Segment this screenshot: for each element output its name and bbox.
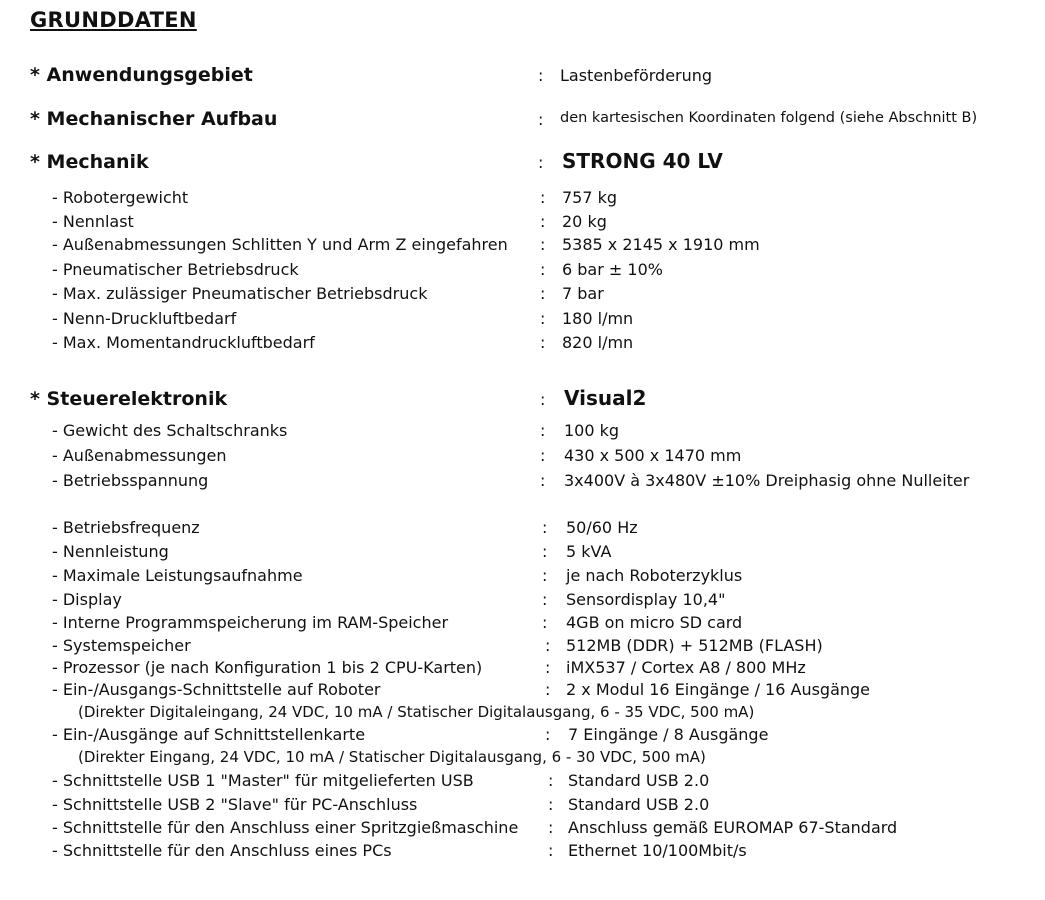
spec-colon: : bbox=[540, 284, 546, 303]
spec-value: 180 l/mn bbox=[562, 309, 634, 328]
spec-label: - Schnittstelle für den Anschluss einer Spritzgießmaschine bbox=[52, 818, 519, 837]
spec-value: 6 bar ± 10% bbox=[562, 260, 663, 279]
spec-label: - Schnittstelle USB 1 "Master" für mitgelieferten USB bbox=[52, 771, 474, 790]
spec-value: Standard USB 2.0 bbox=[568, 771, 710, 790]
spec-value: 430 x 500 x 1470 mm bbox=[564, 446, 742, 465]
spec-label: - Ein-/Ausgänge auf Schnittstellenkarte bbox=[52, 725, 366, 744]
spec-label: * Anwendungsgebiet bbox=[30, 64, 253, 86]
spec-label: - Betriebsspannung bbox=[52, 471, 209, 490]
spec-row bbox=[0, 66, 1045, 88]
spec-colon: : bbox=[540, 446, 546, 465]
spec-label: * Mechanischer Aufbau bbox=[30, 108, 278, 130]
spec-value: 7 bar bbox=[562, 284, 604, 303]
spec-colon: : bbox=[540, 390, 546, 409]
spec-value: iMX537 / Cortex A8 / 800 MHz bbox=[566, 658, 806, 677]
page-title: GRUNDDATEN bbox=[30, 8, 197, 32]
spec-row bbox=[0, 658, 1045, 680]
spec-row bbox=[0, 590, 1045, 612]
spec-colon: : bbox=[545, 725, 551, 744]
spec-row bbox=[0, 518, 1045, 540]
spec-value: 4GB on micro SD card bbox=[566, 613, 743, 632]
spec-row bbox=[0, 188, 1045, 210]
spec-row bbox=[0, 771, 1045, 793]
spec-row bbox=[0, 446, 1045, 468]
spec-value: 2 x Modul 16 Eingänge / 16 Ausgänge bbox=[566, 680, 871, 699]
spec-row bbox=[0, 748, 1045, 770]
spec-label: - Außenabmessungen Schlitten Y und Arm Z eingefahren bbox=[52, 235, 508, 254]
spec-colon: : bbox=[540, 333, 546, 352]
spec-row bbox=[0, 680, 1045, 702]
spec-value: Sensordisplay 10,4" bbox=[566, 590, 726, 609]
spec-label: - Außenabmessungen bbox=[52, 446, 227, 465]
spec-row bbox=[0, 636, 1045, 658]
spec-value: 20 kg bbox=[562, 212, 607, 231]
spec-colon: : bbox=[540, 235, 546, 254]
spec-row bbox=[0, 212, 1045, 234]
spec-label: - Gewicht des Schaltschranks bbox=[52, 421, 288, 440]
spec-label: - Max. zulässiger Pneumatischer Betriebsdruck bbox=[52, 284, 428, 303]
spec-value: 820 l/mn bbox=[562, 333, 634, 352]
spec-value: 3x400V à 3x480V ±10% Dreiphasig ohne Nulleiter bbox=[564, 471, 970, 490]
spec-label: * Steuerelektronik bbox=[30, 388, 228, 410]
spec-row bbox=[0, 235, 1045, 257]
spec-colon: : bbox=[542, 542, 548, 561]
spec-value: Anschluss gemäß EUROMAP 67-Standard bbox=[568, 818, 898, 837]
spec-row bbox=[0, 795, 1045, 817]
spec-colon: : bbox=[545, 636, 551, 655]
spec-value: 7 Eingänge / 8 Ausgänge bbox=[568, 725, 769, 744]
spec-row bbox=[0, 421, 1045, 443]
spec-row bbox=[0, 386, 1045, 412]
spec-colon: : bbox=[540, 212, 546, 231]
spec-row bbox=[0, 566, 1045, 588]
spec-label: - Nenn-Druckluftbedarf bbox=[52, 309, 237, 328]
spec-label: - Ein-/Ausgangs-Schnittstelle auf Roboter bbox=[52, 680, 381, 699]
spec-label: - Schnittstelle für den Anschluss eines PCs bbox=[52, 841, 392, 860]
spec-label: - Pneumatischer Betriebsdruck bbox=[52, 260, 299, 279]
spec-label: - Prozessor (je nach Konfiguration 1 bis 2 CPU-Karten) bbox=[52, 658, 483, 677]
spec-label: - Max. Momentandruckluftbedarf bbox=[52, 333, 315, 352]
spec-value: den kartesischen Koordinaten folgend (siehe Abschnitt B) bbox=[560, 110, 978, 126]
spec-row bbox=[0, 260, 1045, 282]
spec-row bbox=[0, 110, 1045, 132]
spec-colon: : bbox=[548, 771, 554, 790]
spec-label: - Maximale Leistungsaufnahme bbox=[52, 566, 303, 585]
spec-row bbox=[0, 333, 1045, 355]
spec-value: 512MB (DDR) + 512MB (FLASH) bbox=[566, 636, 823, 655]
spec-label: - Robotergewicht bbox=[52, 188, 189, 207]
spec-value: Lastenbeförderung bbox=[560, 66, 713, 85]
spec-colon: : bbox=[548, 818, 554, 837]
spec-row bbox=[0, 818, 1045, 840]
spec-value: je nach Roboterzyklus bbox=[566, 566, 743, 585]
spec-colon: : bbox=[542, 566, 548, 585]
spec-label: - Schnittstelle USB 2 "Slave" für PC-Anschluss bbox=[52, 795, 418, 814]
spec-row bbox=[0, 841, 1045, 863]
spec-row bbox=[0, 149, 1045, 175]
spec-label: - Betriebsfrequenz bbox=[52, 518, 200, 537]
spec-label: - Systemspeicher bbox=[52, 636, 191, 655]
spec-value: STRONG 40 LV bbox=[562, 149, 723, 173]
spec-value: 757 kg bbox=[562, 188, 618, 207]
spec-value: 5 kVA bbox=[566, 542, 612, 561]
spec-label: - Display bbox=[52, 590, 122, 609]
spec-row bbox=[0, 284, 1045, 306]
spec-colon: : bbox=[540, 188, 546, 207]
spec-colon: : bbox=[538, 153, 544, 172]
spec-label: - Nennleistung bbox=[52, 542, 169, 561]
spec-value: 5385 x 2145 x 1910 mm bbox=[562, 235, 760, 254]
spec-colon: : bbox=[548, 795, 554, 814]
spec-value: Visual2 bbox=[564, 386, 647, 410]
spec-label: * Mechanik bbox=[30, 151, 149, 173]
spec-colon: : bbox=[540, 421, 546, 440]
spec-colon: : bbox=[542, 518, 548, 537]
spec-label: - Nennlast bbox=[52, 212, 134, 231]
spec-colon: : bbox=[540, 309, 546, 328]
spec-label: - Interne Programmspeicherung im RAM-Speicher bbox=[52, 613, 449, 632]
spec-value: Ethernet 10/100Mbit/s bbox=[568, 841, 747, 860]
spec-row bbox=[0, 309, 1045, 331]
spec-value: 50/60 Hz bbox=[566, 518, 638, 537]
spec-row bbox=[0, 542, 1045, 564]
spec-colon: : bbox=[538, 66, 544, 85]
spec-note: (Direkter Digitaleingang, 24 VDC, 10 mA / Statischer Digitalausgang, 6 - 35 VDC, 500 mA) bbox=[78, 703, 755, 721]
spec-colon: : bbox=[545, 658, 551, 677]
spec-note: (Direkter Eingang, 24 VDC, 10 mA / Statischer Digitalausgang, 6 - 30 VDC, 500 mA) bbox=[78, 748, 706, 766]
spec-value: 100 kg bbox=[564, 421, 620, 440]
spec-colon: : bbox=[548, 841, 554, 860]
spec-colon: : bbox=[538, 110, 544, 129]
spec-value: Standard USB 2.0 bbox=[568, 795, 710, 814]
spec-row bbox=[0, 703, 1045, 725]
spec-row bbox=[0, 725, 1045, 747]
spec-colon: : bbox=[540, 260, 546, 279]
spec-colon: : bbox=[542, 590, 548, 609]
spec-row bbox=[0, 613, 1045, 635]
spec-colon: : bbox=[542, 613, 548, 632]
spec-row bbox=[0, 471, 1045, 493]
spec-colon: : bbox=[540, 471, 546, 490]
spec-colon: : bbox=[545, 680, 551, 699]
